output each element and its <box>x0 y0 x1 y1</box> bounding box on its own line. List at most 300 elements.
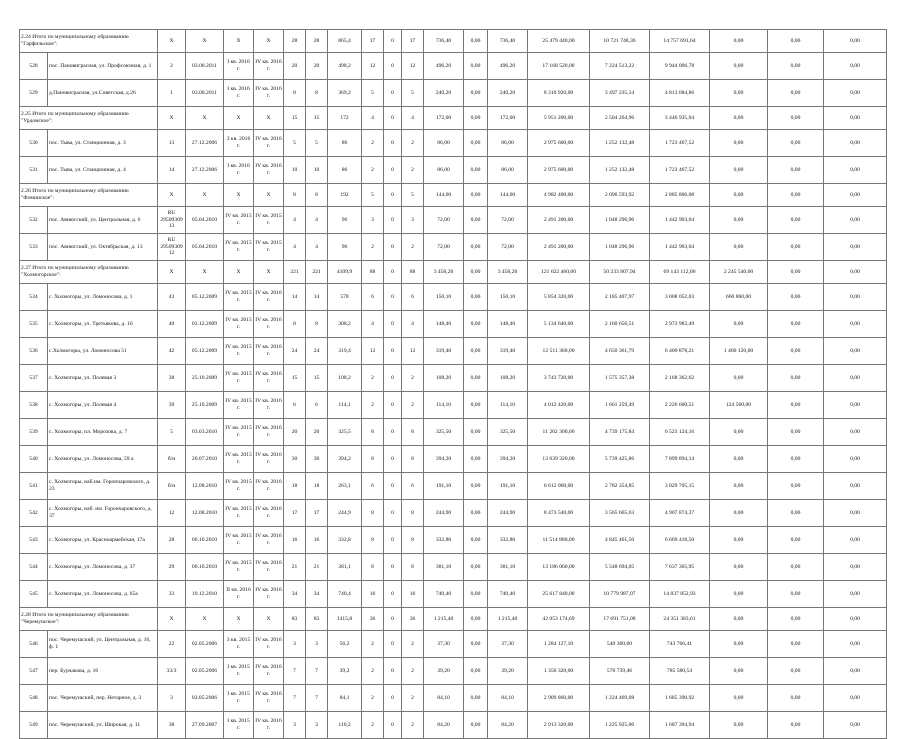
value-cell: IV кв. 2015 г. <box>224 419 254 446</box>
value-cell: 1 284 127,10 <box>528 631 590 658</box>
value-cell: 7 <box>284 658 306 685</box>
value-cell: 2 <box>362 685 384 712</box>
value-cell: 0,00 <box>768 608 824 631</box>
value-cell: 0,00 <box>824 184 887 207</box>
value-cell: X <box>186 107 224 130</box>
value-cell: IV кв. 2015 г. <box>224 554 254 581</box>
value-cell: 29 <box>158 554 186 581</box>
value-cell: 4 982 400,00 <box>528 184 590 207</box>
row-number-cell: 537 <box>20 365 48 392</box>
row-number-cell: 529 <box>20 80 48 107</box>
address-cell: пос. Черемушский, ул. Широкая, д. 11 <box>48 712 158 739</box>
value-cell: 4 <box>306 234 328 261</box>
value-cell: 5 739 425,86 <box>590 446 650 473</box>
value-cell: 17 <box>284 500 306 527</box>
value-cell: X <box>158 184 186 207</box>
row-number-cell: 549 <box>20 712 48 739</box>
value-cell: 20.07.2010 <box>186 446 224 473</box>
value-cell: 0 <box>384 207 402 234</box>
value-cell: 0,00 <box>768 473 824 500</box>
value-cell: 0,00 <box>464 581 488 608</box>
row-number-cell: 547 <box>20 658 48 685</box>
table-row <box>20 500 887 527</box>
value-cell: 83 <box>284 608 306 631</box>
value-cell: 2 <box>402 658 424 685</box>
value-cell: 6 <box>306 392 328 419</box>
value-cell: 2 504 264,96 <box>590 107 650 130</box>
value-cell: 0,00 <box>824 419 887 446</box>
value-cell: 50 233 807,94 <box>590 261 650 284</box>
value-cell: 0,00 <box>768 446 824 473</box>
value-cell: I кв. 2016 г. <box>224 80 254 107</box>
value-cell: 0,00 <box>710 157 768 184</box>
value-cell: 1 215,40 <box>488 608 528 631</box>
value-cell: 540 360,60 <box>590 631 650 658</box>
value-cell: X <box>186 608 224 631</box>
value-cell: 0 <box>384 107 402 130</box>
value-cell: 69 143 112,06 <box>650 261 710 284</box>
value-cell: 5 <box>402 184 424 207</box>
value-cell: 15 <box>306 365 328 392</box>
value-cell: 0 <box>384 446 402 473</box>
value-cell: I кв. 2016 г. <box>224 53 254 80</box>
value-cell: 5 <box>306 130 328 157</box>
value-cell: 2 096 593,92 <box>590 184 650 207</box>
value-cell: 0,00 <box>710 365 768 392</box>
value-cell: 0,00 <box>824 365 887 392</box>
subtotal-row <box>20 30 887 53</box>
value-cell: 1 723 467,52 <box>650 130 710 157</box>
value-cell: 24 <box>284 338 306 365</box>
value-cell: IV кв. 2015 г. <box>224 527 254 554</box>
value-cell: 0,00 <box>710 685 768 712</box>
value-cell: 394,2 <box>328 446 362 473</box>
address-cell: с. Холмогоры, наб. им. Горончаровского, д. 37 <box>48 500 158 527</box>
value-cell: 1 252 132,48 <box>590 130 650 157</box>
value-cell: 86,00 <box>424 157 464 184</box>
value-cell: 0 <box>384 261 402 284</box>
value-cell: 0,00 <box>710 712 768 739</box>
value-cell: 150,10 <box>488 284 528 311</box>
value-cell: X <box>158 608 186 631</box>
value-cell: 0 <box>384 80 402 107</box>
address-cell: пос. Черемушский, пер. Нетарное, д. 3 <box>48 685 158 712</box>
row-number-cell: 543 <box>20 527 48 554</box>
value-cell: 0,00 <box>710 207 768 234</box>
value-cell: 8 473 540,00 <box>528 500 590 527</box>
value-cell: 21 <box>284 554 306 581</box>
value-cell: IV кв. 2016 г. <box>254 392 284 419</box>
value-cell: 8 <box>362 500 384 527</box>
value-cell: 7 <box>284 685 306 712</box>
value-cell: 72,00 <box>424 234 464 261</box>
value-cell: 2 <box>362 157 384 184</box>
value-cell: 0,00 <box>824 207 887 234</box>
value-cell: 0,00 <box>824 712 887 739</box>
value-cell: 172 <box>328 107 362 130</box>
table-row <box>20 419 887 446</box>
value-cell: 0,00 <box>464 157 488 184</box>
value-cell: 84,20 <box>424 712 464 739</box>
value-cell: 2 <box>362 392 384 419</box>
value-cell: 25 617 840,00 <box>528 581 590 608</box>
value-cell: 21 <box>306 554 328 581</box>
value-cell: б/н <box>158 446 186 473</box>
value-cell: 2 160 656,51 <box>590 311 650 338</box>
value-cell: 1 723 467,52 <box>650 157 710 184</box>
value-cell: 0,00 <box>464 712 488 739</box>
value-cell: RU 29509309 12 <box>158 234 186 261</box>
value-cell: 0,00 <box>824 631 887 658</box>
address-cell: с.Холмогоры, ул. Ломоносова 51 <box>48 338 158 365</box>
value-cell: 0,00 <box>824 473 887 500</box>
value-cell: 10.12.2010 <box>186 581 224 608</box>
value-cell: IV кв. 2016 г. <box>254 554 284 581</box>
value-cell: 6 <box>284 392 306 419</box>
value-cell: 2 <box>402 392 424 419</box>
value-cell: 33 <box>158 581 186 608</box>
table-row <box>20 712 887 739</box>
value-cell: 114,1 <box>328 392 362 419</box>
value-cell: 0,00 <box>464 234 488 261</box>
value-cell: 263,1 <box>328 473 362 500</box>
value-cell: 0,00 <box>464 500 488 527</box>
value-cell: 244,9 <box>328 500 362 527</box>
value-cell: 0,00 <box>824 311 887 338</box>
value-cell: 2 <box>362 130 384 157</box>
value-cell: X <box>224 107 254 130</box>
value-cell: 0,00 <box>464 658 488 685</box>
value-cell: 36 <box>362 608 384 631</box>
value-cell: IV кв. 2015 г. <box>224 311 254 338</box>
value-cell: 0,00 <box>464 419 488 446</box>
value-cell: 0,00 <box>710 658 768 685</box>
value-cell: 02.05.2006 <box>186 658 224 685</box>
value-cell: 2 <box>362 365 384 392</box>
value-cell: б/н <box>158 473 186 500</box>
row-number-cell: 536 <box>20 338 48 365</box>
subtotal-label: 2.28 Итого по муниципальному образованию "Черемушское": <box>20 608 158 631</box>
value-cell: 8 310 920,00 <box>528 80 590 107</box>
value-cell: 38 <box>158 712 186 739</box>
value-cell: X <box>158 107 186 130</box>
value-cell: 17 691 751,08 <box>590 608 650 631</box>
value-cell: 7 <box>306 658 328 685</box>
value-cell: 28 <box>158 527 186 554</box>
value-cell: 5 548 694,05 <box>590 554 650 581</box>
value-cell: 0,00 <box>768 284 824 311</box>
value-cell: 0,00 <box>464 685 488 712</box>
value-cell: IV кв. 2016 г. <box>254 419 284 446</box>
value-cell: 0 <box>384 658 402 685</box>
table-row <box>20 80 887 107</box>
value-cell: 496,20 <box>488 53 528 80</box>
value-cell: 0,00 <box>768 130 824 157</box>
value-cell: 0,00 <box>710 80 768 107</box>
value-cell: 0,00 <box>710 130 768 157</box>
value-cell: 4 650 361,79 <box>590 338 650 365</box>
address-cell: пос. Авнюгский, ул. Центральная, д. 6 <box>48 207 158 234</box>
value-cell: 3 450,20 <box>424 261 464 284</box>
value-cell: 325,50 <box>488 419 528 446</box>
value-cell: 2 <box>402 130 424 157</box>
value-cell: 4 <box>362 311 384 338</box>
value-cell: X <box>224 184 254 207</box>
row-number-cell: 540 <box>20 446 48 473</box>
value-cell: 0 <box>384 554 402 581</box>
address-cell: с. Холмогоры, ул. Полевая 3 <box>48 365 158 392</box>
value-cell: 0,00 <box>824 581 887 608</box>
value-cell: 319,40 <box>424 338 464 365</box>
value-cell: 6 523 124,16 <box>650 419 710 446</box>
value-cell: 1 225 925,06 <box>590 712 650 739</box>
value-cell: 5 854 320,00 <box>528 284 590 311</box>
value-cell: 319,40 <box>488 338 528 365</box>
value-cell: IV кв. 2016 г. <box>254 631 284 658</box>
value-cell: 221 <box>306 261 328 284</box>
value-cell: 30 <box>284 446 306 473</box>
value-cell: 0,00 <box>768 107 824 130</box>
value-cell: 96 <box>328 207 362 234</box>
value-cell: 18 <box>306 473 328 500</box>
table-row <box>20 338 887 365</box>
value-cell: 2 <box>402 365 424 392</box>
value-cell: 8 <box>402 554 424 581</box>
subtotal-row <box>20 261 887 284</box>
value-cell: 0,00 <box>824 554 887 581</box>
value-cell: IV кв. 2015 г. <box>224 473 254 500</box>
subtotal-row <box>20 107 887 130</box>
value-cell: 06.10.2010 <box>186 527 224 554</box>
value-cell: 0 <box>384 581 402 608</box>
value-cell: X <box>224 608 254 631</box>
value-cell: IV кв. 2016 г. <box>254 53 284 80</box>
value-cell: 12.08.2010 <box>186 473 224 500</box>
value-cell: IV кв. 2016 г. <box>254 157 284 184</box>
value-cell: 0 <box>384 608 402 631</box>
value-cell: 9 944 006,78 <box>650 53 710 80</box>
value-cell: 381,10 <box>424 554 464 581</box>
value-cell: 244,90 <box>488 500 528 527</box>
value-cell: 0,00 <box>768 500 824 527</box>
value-cell: 16 <box>306 527 328 554</box>
value-cell: 17 168 520,00 <box>528 53 590 80</box>
value-cell: 0,00 <box>464 261 488 284</box>
value-cell: 6 <box>402 284 424 311</box>
value-cell: 0,00 <box>824 608 887 631</box>
value-cell: I кв. 2016 г. <box>224 157 254 184</box>
value-cell: 3 446 935,04 <box>650 107 710 130</box>
value-cell: 39,20 <box>488 658 528 685</box>
value-cell: IV кв. 2016 г. <box>254 473 284 500</box>
value-cell: 36 <box>402 608 424 631</box>
value-cell: IV кв. 2016 г. <box>254 446 284 473</box>
value-cell: 4 <box>402 107 424 130</box>
value-cell: 0,00 <box>768 527 824 554</box>
value-cell: 3 450,20 <box>488 261 528 284</box>
value-cell: IV кв. 2015 г. <box>254 207 284 234</box>
value-cell: 83 <box>306 608 328 631</box>
value-cell: 2 <box>362 712 384 739</box>
row-number-cell: 545 <box>20 581 48 608</box>
value-cell: 20 <box>284 419 306 446</box>
value-cell: 6 <box>362 473 384 500</box>
value-cell: 4 813 684,86 <box>650 80 710 107</box>
value-cell: 12 511 360,00 <box>528 338 590 365</box>
value-cell: 1415,8 <box>328 608 362 631</box>
value-cell: IV кв. 2015 г. <box>224 234 254 261</box>
row-number-cell: 538 <box>20 392 48 419</box>
value-cell: 0 <box>384 234 402 261</box>
value-cell: 0,00 <box>464 608 488 631</box>
value-cell: 6 <box>402 473 424 500</box>
value-cell: 15 <box>284 107 306 130</box>
address-cell: д.Пановиграсная, ул.Советская, д.26 <box>48 80 158 107</box>
value-cell: 2 168 362,62 <box>650 365 710 392</box>
document-page <box>19 29 886 739</box>
value-cell: 56,2 <box>328 631 362 658</box>
value-cell: 1 215,40 <box>424 608 464 631</box>
address-cell: с. Холмогоры, ул. Ломоносова, д. 1 <box>48 284 158 311</box>
row-number-cell: 532 <box>20 207 48 234</box>
value-cell: 0,00 <box>824 338 887 365</box>
address-cell: с. Холмогоры, ул. Ломоносова, 59 а <box>48 446 158 473</box>
value-cell: 0,00 <box>824 261 887 284</box>
value-cell: 0,00 <box>710 500 768 527</box>
address-cell: пос. Пановиграсная, ул. Профсоюзная, д. 1 <box>48 53 158 80</box>
value-cell: 3 565 665,63 <box>590 500 650 527</box>
value-cell: 5 <box>362 184 384 207</box>
value-cell: 325,5 <box>328 419 362 446</box>
value-cell: 40 <box>158 311 186 338</box>
value-cell: 4 739 175,84 <box>590 419 650 446</box>
value-cell: 28 <box>284 30 306 53</box>
address-cell: с. Холмогоры, ул. Ломоносова, д. 65а <box>48 581 158 608</box>
value-cell: 114,10 <box>424 392 464 419</box>
value-cell: 86,00 <box>488 157 528 184</box>
value-cell: 394,20 <box>424 446 464 473</box>
value-cell: 0,00 <box>824 53 887 80</box>
value-cell: 84,1 <box>328 685 362 712</box>
value-cell: 5 <box>402 80 424 107</box>
table-row <box>20 631 887 658</box>
row-number-cell: 535 <box>20 311 48 338</box>
value-cell: 30 <box>306 446 328 473</box>
value-cell: 3 497 235,14 <box>590 80 650 107</box>
value-cell: 2 <box>402 157 424 184</box>
value-cell: 221 <box>284 261 306 284</box>
value-cell: 84,10 <box>424 685 464 712</box>
value-cell: I кв. 2015 г. <box>224 685 254 712</box>
value-cell: 11 514 880,00 <box>528 527 590 554</box>
value-cell: 7 899 894,14 <box>650 446 710 473</box>
address-cell: с. Холмогоры, ул. Полевая 4 <box>48 392 158 419</box>
value-cell: 03.08.2011 <box>186 53 224 80</box>
value-cell: IV кв. 2016 г. <box>254 658 284 685</box>
value-cell: 2 <box>362 631 384 658</box>
value-cell: 1 048 296,96 <box>590 207 650 234</box>
value-cell: 0,00 <box>768 658 824 685</box>
value-cell: 0,00 <box>710 234 768 261</box>
value-cell: 1 685 390,92 <box>650 685 710 712</box>
value-cell: 2 975 600,00 <box>528 157 590 184</box>
value-cell: 0 <box>384 365 402 392</box>
value-cell: 0,00 <box>768 365 824 392</box>
value-cell: 0,00 <box>710 473 768 500</box>
value-cell: 191,10 <box>424 473 464 500</box>
value-cell: 0,00 <box>464 130 488 157</box>
value-cell: 27.09.2007 <box>186 712 224 739</box>
address-cell: пос. Тыва, ул. Станционная, д. 3 <box>48 130 158 157</box>
value-cell: 332,80 <box>488 527 528 554</box>
value-cell: 8 <box>402 419 424 446</box>
value-cell: 3 кв. 2016 г. <box>224 130 254 157</box>
value-cell: 743 766,41 <box>650 631 710 658</box>
value-cell: 0 <box>384 500 402 527</box>
row-number-cell: 528 <box>20 53 48 80</box>
value-cell: 308,2 <box>328 311 362 338</box>
value-cell: 240,20 <box>424 80 464 107</box>
value-cell: 240,20 <box>488 80 528 107</box>
value-cell: 2 491 200,00 <box>528 234 590 261</box>
value-cell: X <box>186 184 224 207</box>
row-number-cell: 534 <box>20 284 48 311</box>
value-cell: 2 245 540,00 <box>710 261 768 284</box>
row-number-cell: 533 <box>20 234 48 261</box>
value-cell: 2 <box>362 658 384 685</box>
value-cell: 3 743 720,00 <box>528 365 590 392</box>
value-cell: IV кв. 2015 г. <box>224 392 254 419</box>
value-cell: 4109,9 <box>328 261 362 284</box>
value-cell: 25.10.2009 <box>186 392 224 419</box>
value-cell: 0,00 <box>768 631 824 658</box>
value-cell: 43 <box>158 284 186 311</box>
value-cell: IV кв. 2016 г. <box>254 712 284 739</box>
value-cell: 736,40 <box>424 30 464 53</box>
value-cell: 12 <box>362 338 384 365</box>
value-cell: 0,00 <box>768 311 824 338</box>
value-cell: IV кв. 2016 г. <box>254 311 284 338</box>
address-cell: с. Холмогоры, пл. Морозова, д. 7 <box>48 419 158 446</box>
value-cell: 0,00 <box>464 207 488 234</box>
value-cell: 0,00 <box>768 581 824 608</box>
row-number-cell: 544 <box>20 554 48 581</box>
value-cell: 1 575 357,38 <box>590 365 650 392</box>
value-cell: 18 <box>284 473 306 500</box>
value-cell: 39 <box>158 392 186 419</box>
value-cell: 0,00 <box>824 107 887 130</box>
value-cell: IV кв. 2016 г. <box>254 80 284 107</box>
value-cell: X <box>224 261 254 284</box>
value-cell: 0,00 <box>824 500 887 527</box>
value-cell: 5 <box>284 130 306 157</box>
value-cell: 5 134 640,00 <box>528 311 590 338</box>
row-number-cell: 542 <box>20 500 48 527</box>
value-cell: IV кв. 2016 г. <box>254 527 284 554</box>
value-cell: 8 <box>306 184 328 207</box>
table-row <box>20 658 887 685</box>
value-cell: 27.12.2006 <box>186 130 224 157</box>
value-cell: 5 <box>158 419 186 446</box>
value-cell: 0,00 <box>464 338 488 365</box>
value-cell: 0,00 <box>710 446 768 473</box>
value-cell: 0 <box>384 527 402 554</box>
value-cell: 1 048 296,96 <box>590 234 650 261</box>
value-cell: 5 <box>362 80 384 107</box>
table-row <box>20 234 887 261</box>
value-cell: 172,00 <box>488 107 528 130</box>
value-cell: 16 <box>284 527 306 554</box>
